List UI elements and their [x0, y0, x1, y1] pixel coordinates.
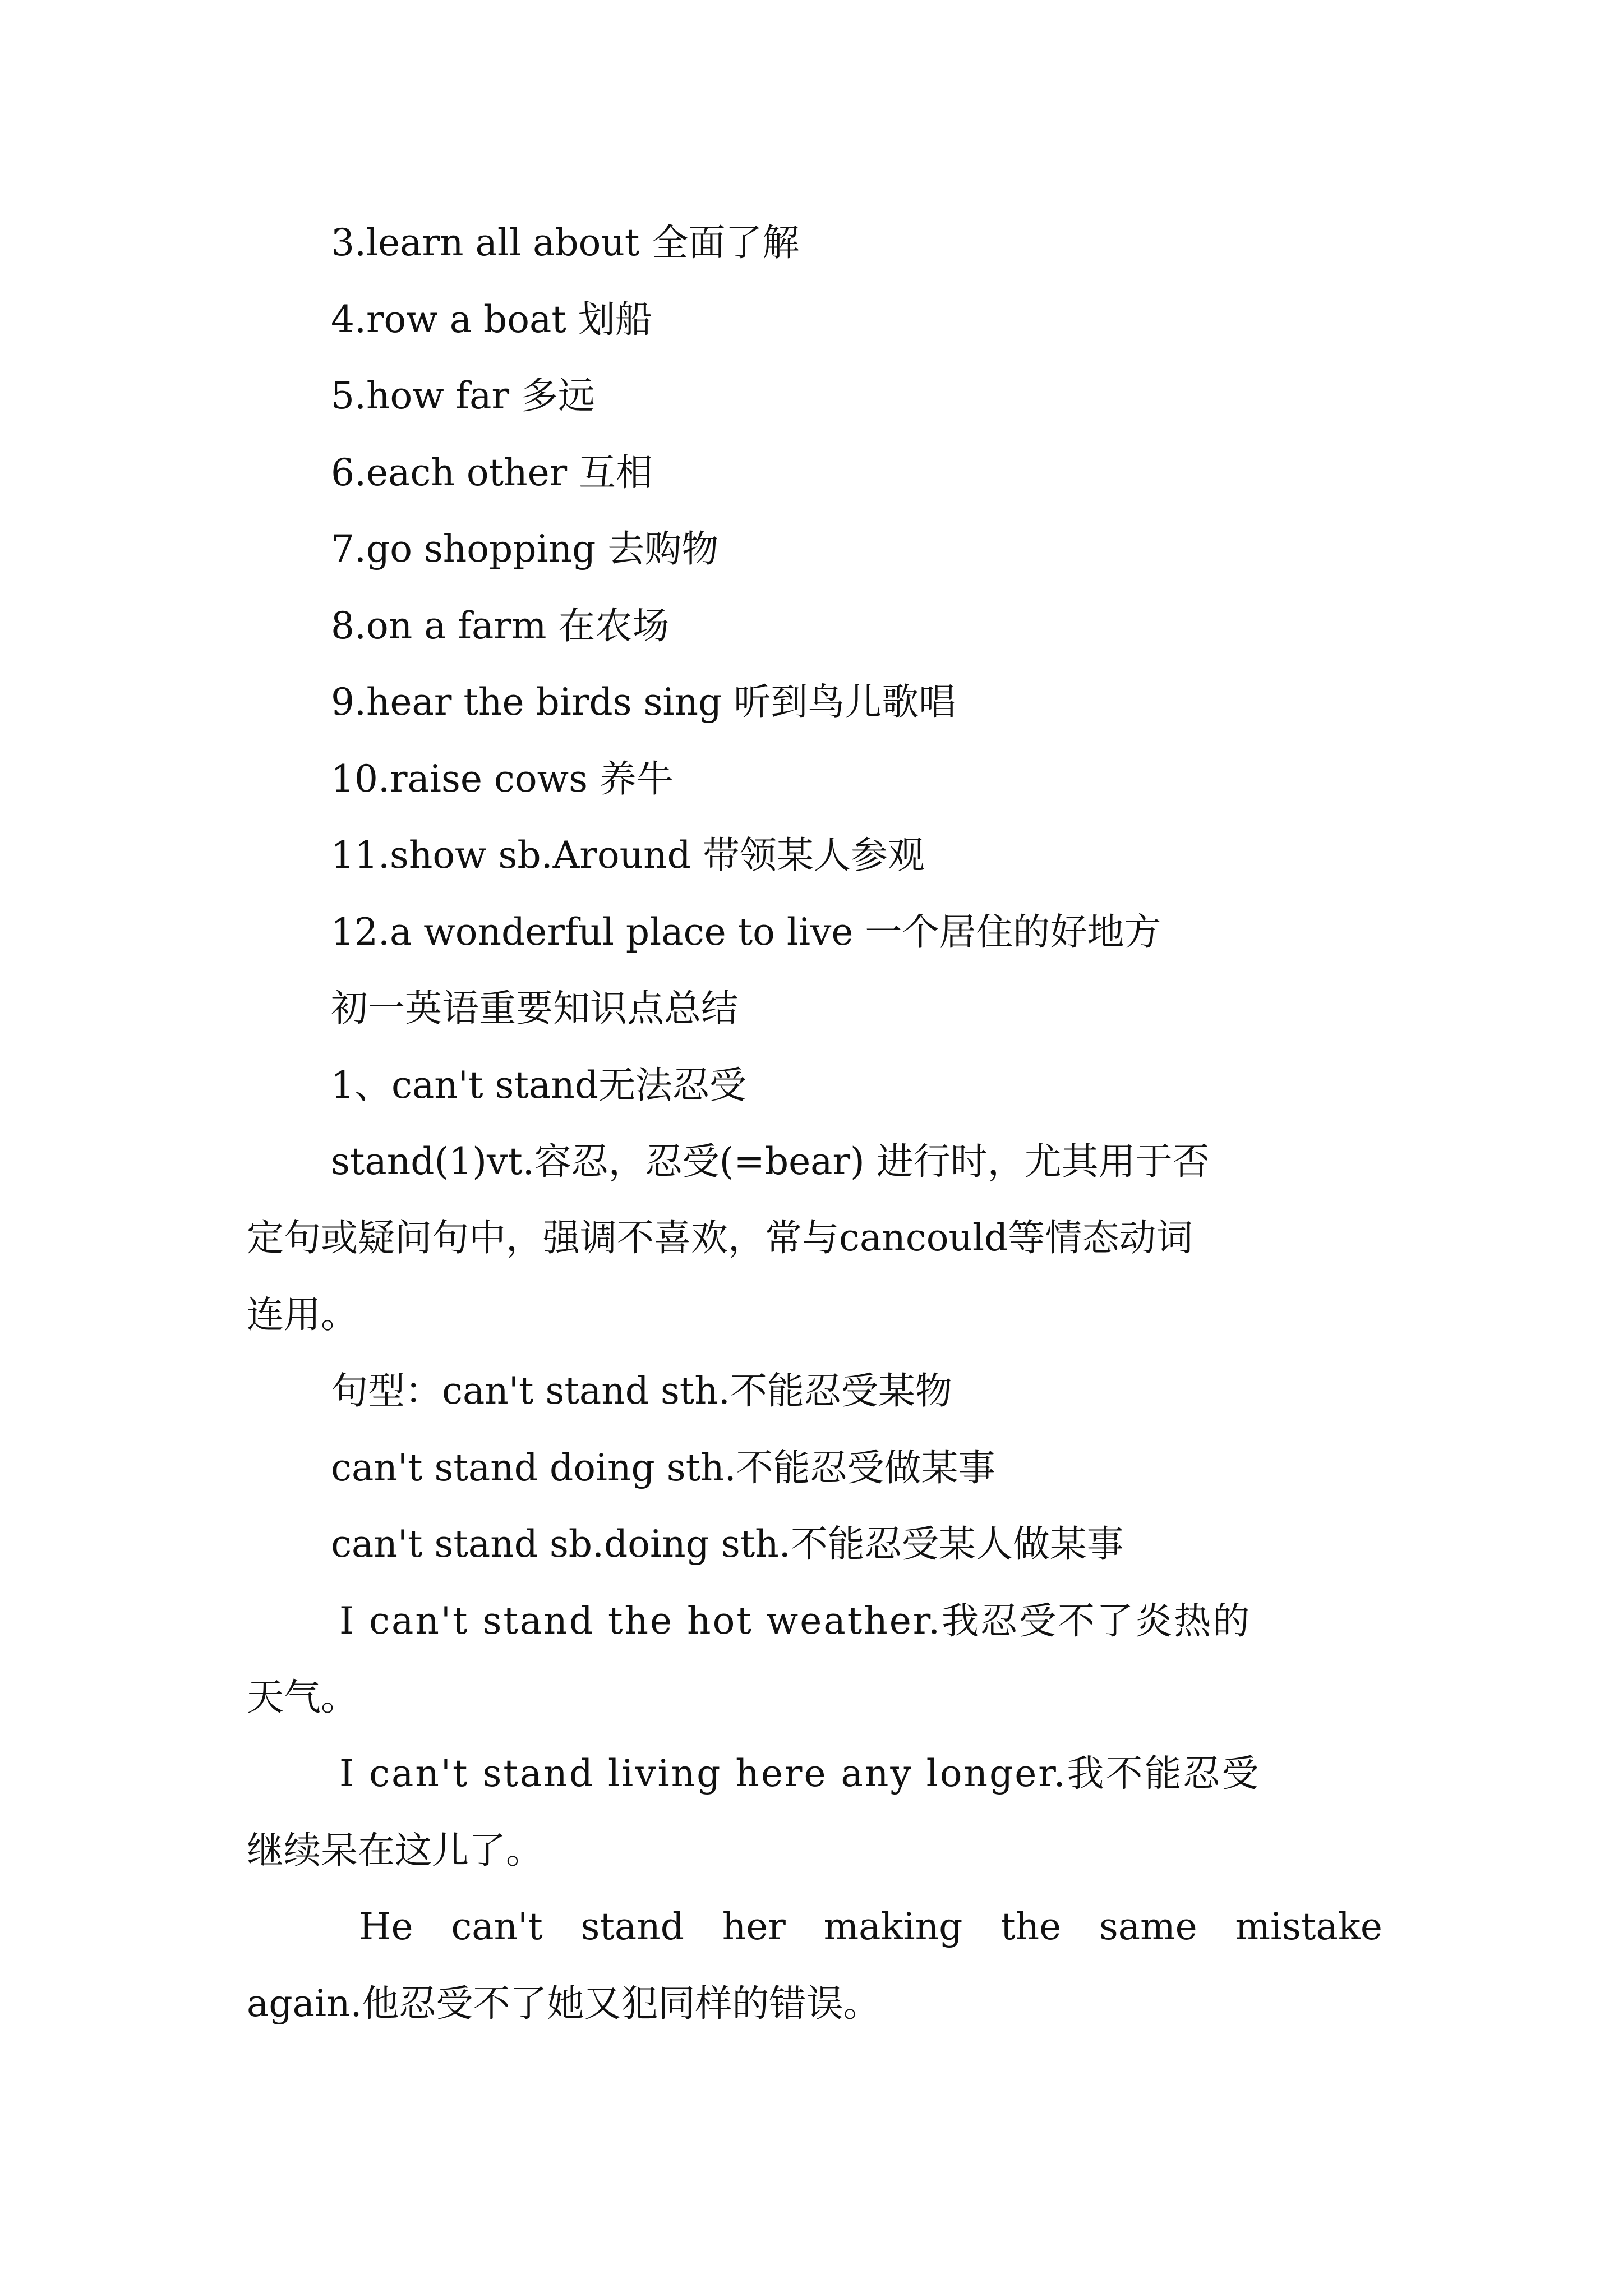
example-word: her	[722, 1905, 786, 1948]
example-word: can't	[451, 1905, 543, 1948]
definition-line: 定句或疑问句中，强调不喜欢，常与cancould等情态动词	[247, 1216, 1193, 1259]
phrase-item: 11.show sb.Around 带领某人参观	[331, 834, 925, 877]
example-sentence: I can't stand living here any longer.我不能忍受	[339, 1752, 1261, 1795]
example-sentence: again.他忍受不了她又犯同样的错误。	[247, 1982, 880, 2025]
example-word: stand	[580, 1905, 685, 1948]
phrase-item: 3.learn all about 全面了解	[331, 221, 800, 264]
phrase-item: 9.hear the birds sing 听到鸟儿歌唱	[331, 680, 956, 724]
section-title: 初一英语重要知识点总结	[331, 987, 738, 1030]
example-word: same	[1099, 1905, 1197, 1948]
example-word: making	[823, 1905, 963, 1948]
example-sentence: 继续呆在这儿了。	[247, 1829, 543, 1872]
point-heading: 1、can't stand无法忍受	[331, 1064, 746, 1107]
sentence-pattern: can't stand doing sth.不能忍受做某事	[331, 1446, 995, 1489]
example-sentence: 天气。	[247, 1676, 358, 1719]
example-word: He	[359, 1905, 413, 1948]
example-sentence: I can't stand the hot weather.我忍受不了炎热的	[339, 1599, 1252, 1642]
phrase-item: 12.a wonderful place to live 一个居住的好地方	[331, 910, 1161, 954]
phrase-item: 6.each other 互相	[331, 451, 653, 494]
example-sentence-justified	[359, 1899, 1382, 1955]
phrase-item: 8.on a farm 在农场	[331, 604, 670, 647]
example-word: the	[1000, 1905, 1062, 1948]
definition-line: stand(1)vt.容忍，忍受(=bear) 进行时，尤其用于否	[331, 1140, 1210, 1183]
phrase-item: 4.row a boat 划船	[331, 298, 652, 341]
phrase-item: 10.raise cows 养牛	[331, 757, 674, 800]
sentence-pattern: 句型：can't stand sth.不能忍受某物	[331, 1369, 952, 1412]
sentence-pattern: can't stand sb.doing sth.不能忍受某人做某事	[331, 1522, 1124, 1566]
definition-line: 连用。	[247, 1293, 358, 1336]
phrase-item: 5.how far 多远	[331, 374, 595, 417]
example-word: mistake	[1235, 1905, 1382, 1948]
phrase-item: 7.go shopping 去购物	[331, 527, 719, 570]
